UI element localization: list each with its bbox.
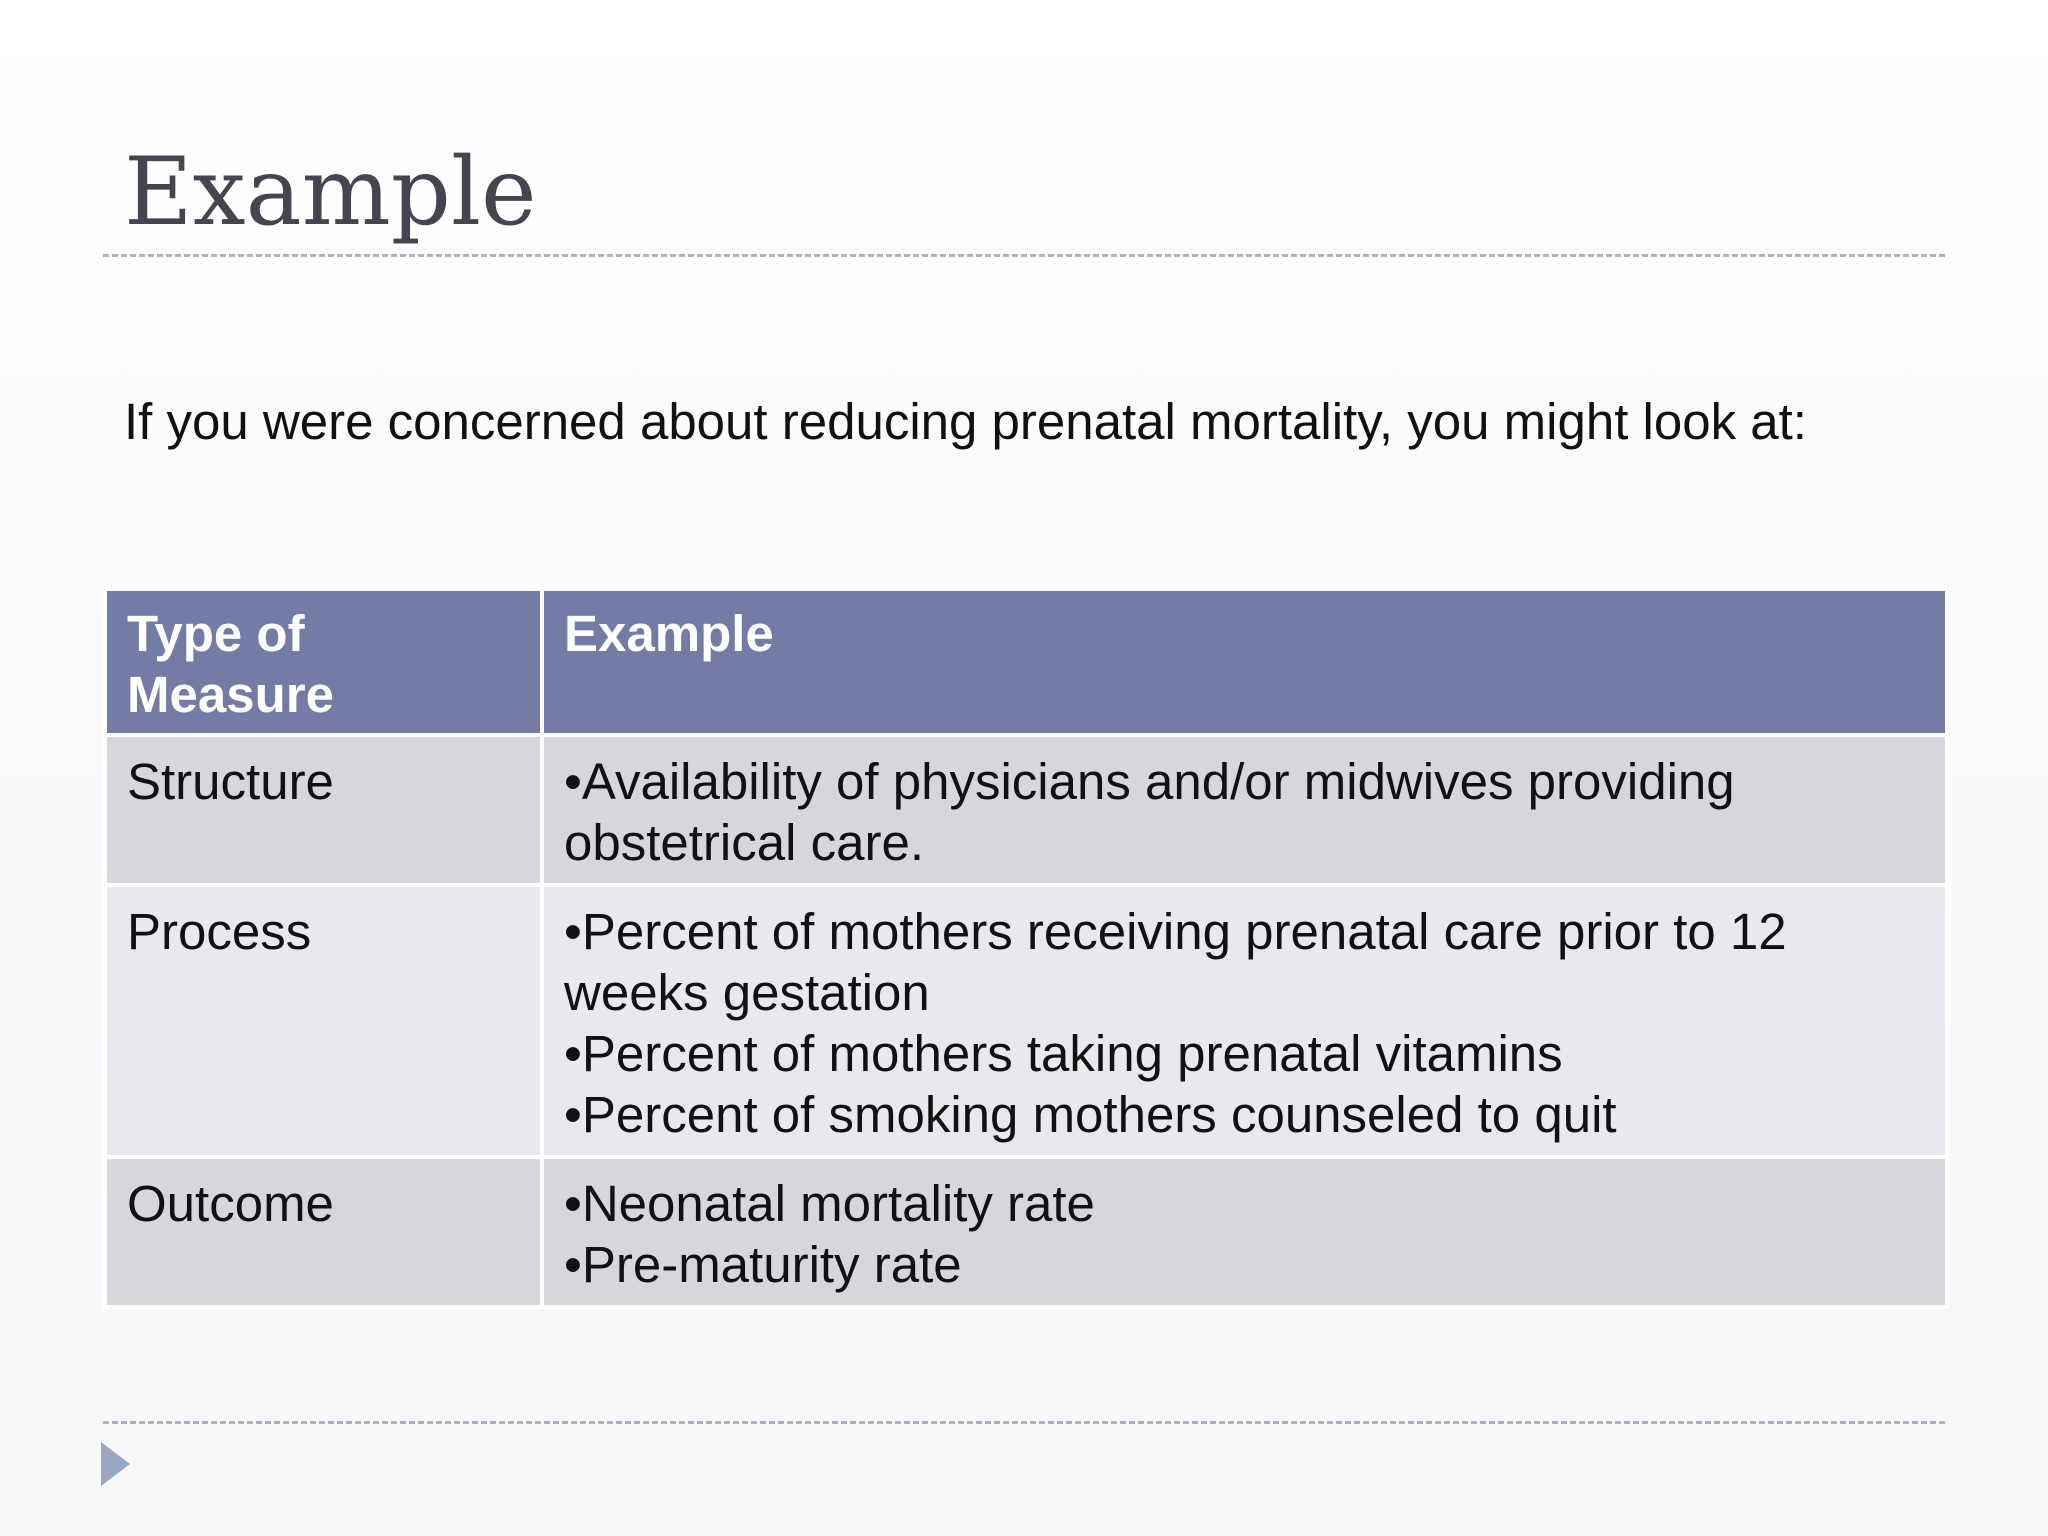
measures-table bbox=[103, 587, 1949, 1309]
measure-type-cell: Process bbox=[105, 885, 542, 1157]
slide-title: Example bbox=[124, 138, 537, 247]
example-line: •Percent of mothers taking prenatal vitamins bbox=[564, 1025, 1563, 1082]
table-header-row bbox=[105, 589, 1947, 735]
measure-example-cell bbox=[542, 735, 1947, 885]
example-line: •Availability of physicians and/or midwives providing bbox=[564, 753, 1735, 810]
intro-text: If you were concerned about reducing prenatal mortality, you might look at: bbox=[124, 393, 1807, 450]
measure-example-cell bbox=[542, 885, 1947, 1157]
header-type-of-measure: Type of Measure bbox=[105, 589, 542, 735]
example-line: weeks gestation bbox=[564, 964, 930, 1021]
measure-type-cell: Structure bbox=[105, 735, 542, 885]
title-divider bbox=[103, 254, 1945, 257]
example-line: obstetrical care. bbox=[564, 814, 924, 871]
example-line: •Pre-maturity rate bbox=[564, 1236, 962, 1293]
triangle-right-icon bbox=[101, 1442, 130, 1486]
measure-example-cell bbox=[542, 1157, 1947, 1307]
example-line: •Neonatal mortality rate bbox=[564, 1175, 1095, 1232]
footer-divider bbox=[103, 1421, 1945, 1424]
measure-type-cell: Outcome bbox=[105, 1157, 542, 1307]
table-row bbox=[105, 885, 1947, 1157]
table-row bbox=[105, 735, 1947, 885]
example-line: •Percent of mothers receiving prenatal care prior to 12 bbox=[564, 903, 1787, 960]
table-row bbox=[105, 1157, 1947, 1307]
header-example: Example bbox=[542, 589, 1947, 735]
example-line: •Percent of smoking mothers counseled to quit bbox=[564, 1086, 1617, 1143]
